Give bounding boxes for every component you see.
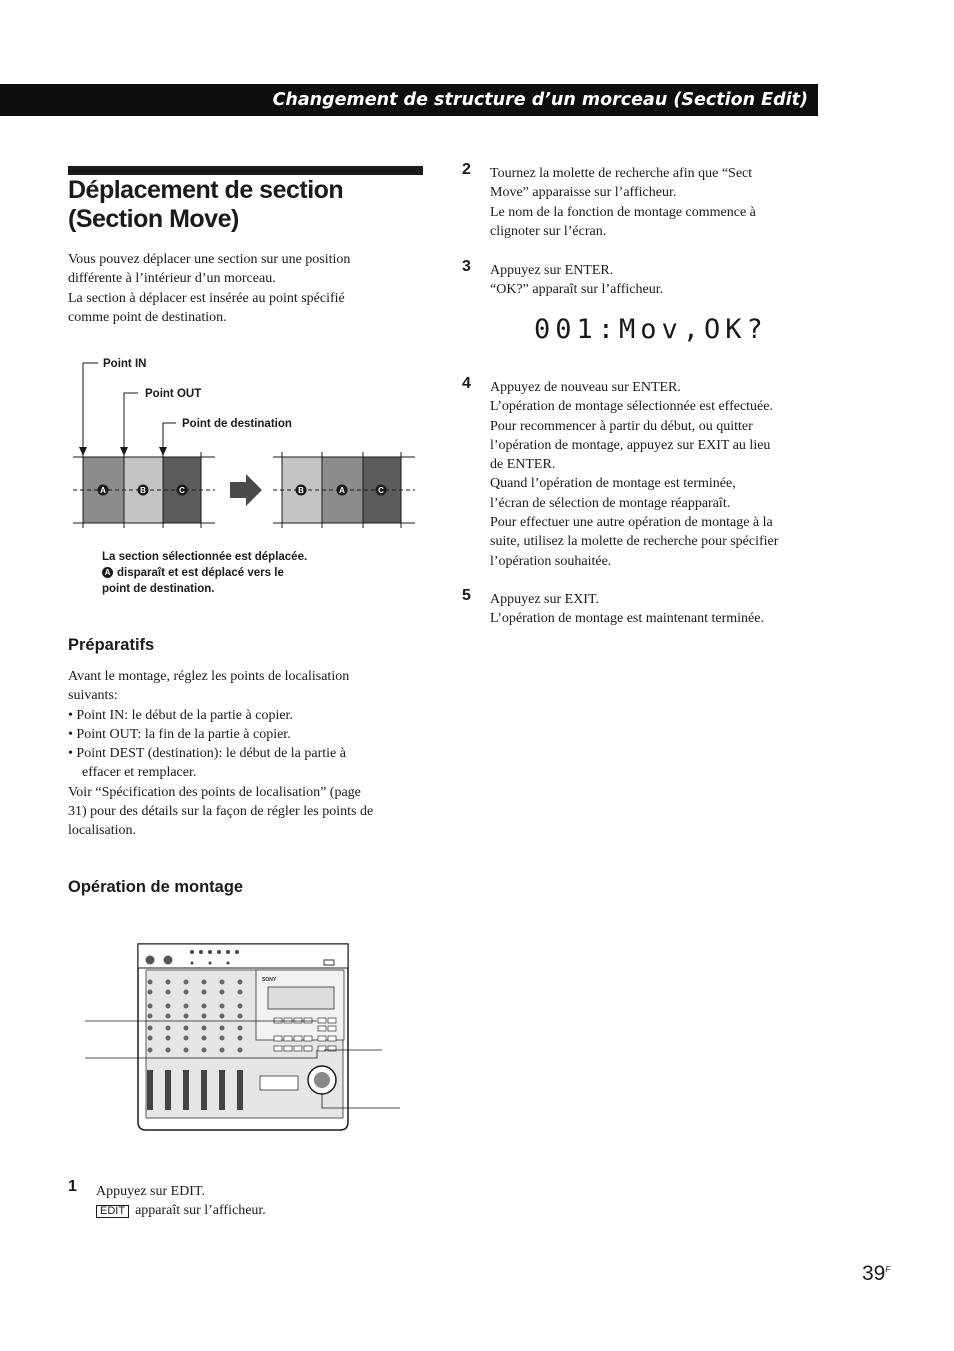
step-number: 2 <box>462 161 471 178</box>
arrow-right-icon <box>230 474 262 506</box>
label-point-in: Point IN <box>103 358 147 370</box>
intro-paragraph <box>68 250 428 327</box>
step-2-text: Tournez la molette de recherche afin que “Sect Move” apparaisse sur l’afficheur. Le nom de la fonction de montage commence à clignoter sur l’écran. <box>490 166 756 239</box>
step-1-text: Appuyez sur EDIT. EDIT apparaît sur l’afficheur. <box>96 1184 266 1219</box>
step-3-text: Appuyez sur ENTER. “OK?” apparaît sur l’afficheur. <box>490 263 664 298</box>
svg-text:C: C <box>179 486 185 495</box>
pointer-arrowheads <box>79 447 167 456</box>
section-title-line2: (Section Move) <box>68 205 239 233</box>
operation-heading: Opération de montage <box>68 878 244 896</box>
svg-text:B: B <box>140 486 146 495</box>
section-title-line1: Déplacement de section <box>68 176 344 204</box>
header-bar <box>0 84 818 116</box>
lcd-display: 001:Mov,OK? <box>534 314 768 345</box>
step-number: 1 <box>68 1178 77 1195</box>
caption-line1: La section sélectionnée est déplacée. <box>102 551 308 563</box>
page-number: $39^F$ <box>862 1262 891 1285</box>
svg-text:A: A <box>100 486 106 495</box>
track-before <box>73 452 215 528</box>
step-4-text: Appuyez de nouveau sur ENTER. L’opération de montage sélectionnée est effectuée. Pour recommencer à partir du début, ou quitter l’opération de montage, appuyez sur EXIT au lieu de ENTER. Quand l’opération de montage est terminée, l’écran de sélection de montage réapparaît. Pour effectuer une autre opération de montage à la suite, utilisez la molette de recherche pour spécifier l’opération souhaitée. <box>490 380 779 569</box>
intro-line: La section à déplacer est insérée au point spécifié <box>68 290 345 306</box>
caption-line2: A disparaît et est déplacé vers le <box>102 565 362 581</box>
label-point-out: Point OUT <box>145 388 202 400</box>
caption-line3: point de destination. <box>102 583 215 595</box>
step-number: 5 <box>462 587 471 604</box>
edit-badge: EDIT <box>96 1205 129 1218</box>
preparatifs-body: Avant le montage, réglez les points de localisation suivants: • Point IN: le début de la partie à copier. • Point OUT: la fin de la partie à copier. • Point DEST (destination): le début de la partie à effacer et remplacer. Voir “Spécification des points de localisation” (page 31) pour des détails sur la façon de régler les points de localisation. <box>68 669 374 839</box>
intro-line: comme point de destination. <box>68 309 227 325</box>
intro-line: Vous pouvez déplacer une section sur une position <box>68 252 351 267</box>
section-title <box>68 176 428 234</box>
preparatifs-heading: Préparatifs <box>68 636 155 654</box>
diagram-caption <box>102 549 362 597</box>
track-after <box>273 452 415 528</box>
pointer-lines <box>83 363 176 450</box>
header-title: Changement de structure d’un morceau (Section Edit) <box>272 90 808 110</box>
svg-text:C: C <box>378 486 384 495</box>
step-number: 3 <box>462 258 471 275</box>
label-point-dest: Point de destination <box>182 418 292 430</box>
section-rule <box>68 166 423 175</box>
svg-text:A: A <box>339 486 345 495</box>
step-number: 4 <box>462 375 471 392</box>
device-brand: SONY <box>262 977 277 983</box>
svg-text:B: B <box>298 486 304 495</box>
circle-a-icon: A <box>102 567 113 578</box>
mixer-device-illustration <box>80 940 410 1140</box>
section-move-diagram <box>60 350 430 550</box>
step-5-text: Appuyez sur EXIT. L’opération de montage est maintenant terminée. <box>490 592 764 627</box>
intro-line: différente à l’intérieur d’un morceau. <box>68 271 276 287</box>
